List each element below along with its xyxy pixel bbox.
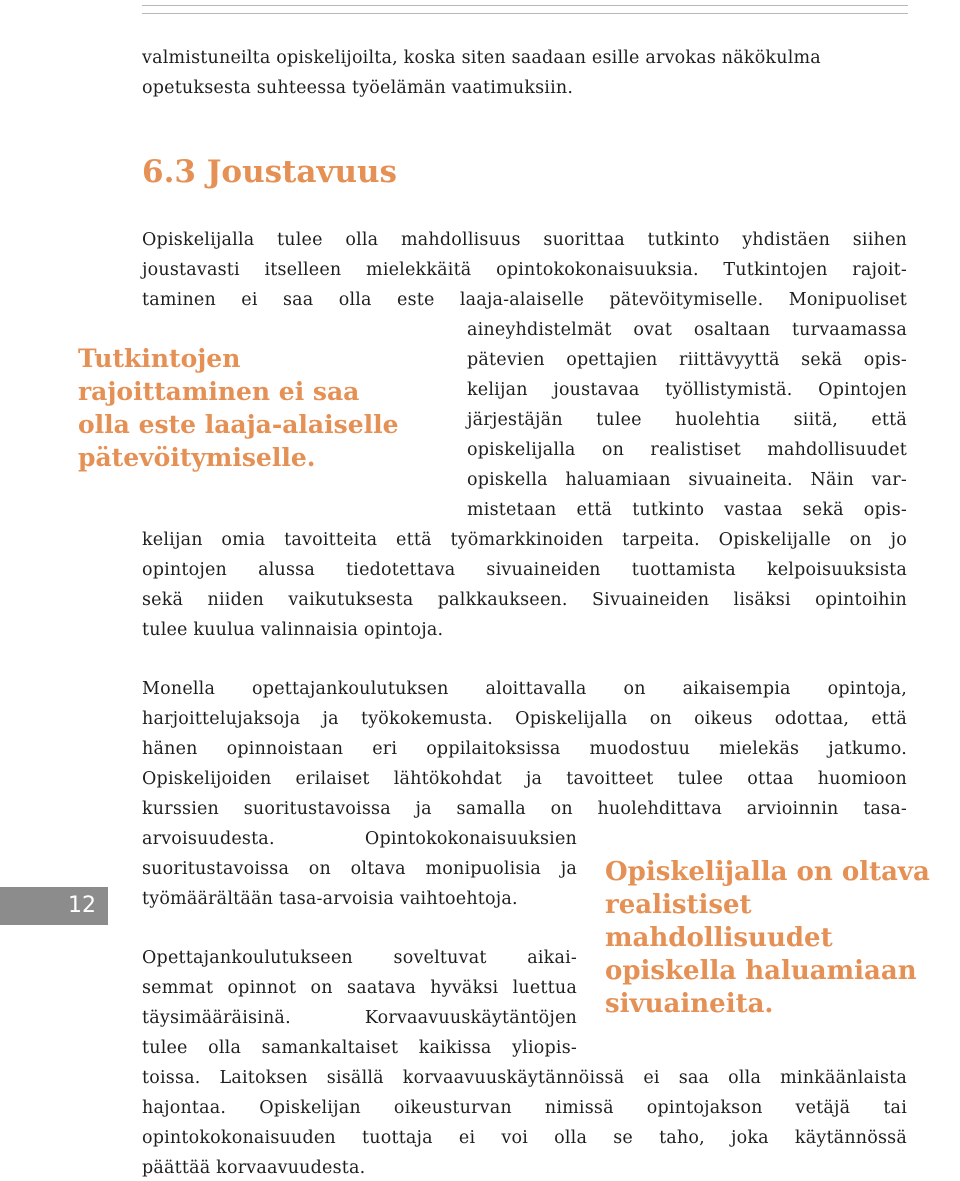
text-line: tulee olla samankaltaiset kaikissa yliopis- [142,1038,577,1058]
pull-quote-line: rajoittaminen ei saa [78,377,360,406]
text-line: tulee kuulua valinnaisia opintoja. [142,620,444,640]
intro-line: valmistuneilta opiskelijoilta, koska siten saadaan esille arvokas näkökulma [142,48,821,68]
pull-quote-line: Opiskelijalla on oltava [605,857,930,887]
text-line: kurssien suoritustavoissa ja samalla on huolehdittava arvioinnin tasa- [142,799,907,819]
pull-quote-line: pätevöitymiselle. [78,443,316,472]
pull-quote-line: sivuaineita. [605,989,774,1019]
text-line: opintokokonaisuuden tuottaja ei voi olla se taho, joka käytännössä [142,1128,907,1148]
pull-quote-1 [78,342,399,474]
pull-quote-2 [605,856,930,1021]
pull-quote-line: Tutkintojen [78,344,241,373]
text-line: arvoisuudesta. Opintokokonaisuuksien [142,829,577,849]
text-line: joustavasti itselleen mielekkäitä opintokokonaisuuksia. Tutkintojen rajoit- [142,260,907,280]
header-rule-bottom [142,13,908,14]
text-line: aineyhdistelmät ovat osaltaan turvaamassa [467,320,907,340]
text-line: sekä niiden vaikutuksesta palkkaukseen. Sivuaineiden lisäksi opintoihin [142,590,907,610]
text-line: toissa. Laitoksen sisällä korvaavuuskäytännöissä ei saa olla minkäänlaista [142,1068,907,1088]
text-line: mistetaan että tutkinto vastaa sekä opis- [467,500,907,520]
text-line: järjestäjän tulee huolehtia siitä, että [467,410,907,430]
text-line: työmäärältään tasa-arvoisia vaihtoehtoja. [142,889,518,909]
pull-quote-line: opiskella haluamiaan [605,956,917,986]
text-line: suoritustavoissa on oltava monipuolisia ja [142,859,577,879]
pull-quote-line: mahdollisuudet [605,923,833,953]
text-line: harjoittelujaksoja ja työkokemusta. Opiskelijalla on oikeus odottaa, että [142,709,907,729]
text-line: päättää korvaavuudesta. [142,1158,366,1178]
text-line: opintojen alussa tiedotettava sivuaineiden tuottamista kelpoisuuksista [142,560,907,580]
section-heading: 6.3 Joustavuus [142,154,398,190]
pull-quote-line: realistiset [605,890,752,920]
page-number-bar [0,887,108,925]
text-line: Opiskelijalla tulee olla mahdollisuus suorittaa tutkinto yhdistäen siihen [142,230,907,250]
text-line: kelijan omia tavoitteita että työmarkkinoiden tarpeita. Opiskelijalle on jo [142,530,907,550]
text-line: Monella opettajankoulutuksen aloittavalla on aikaisempia opintoja, [142,679,907,699]
text-line: Opiskelijoiden erilaiset lähtökohdat ja tavoitteet tulee ottaa huomioon [142,769,907,789]
text-line: hajontaa. Opiskelijan oikeusturvan nimissä opintojakson vetäjä tai [142,1098,907,1118]
text-line: kelijan joustavaa työllistymistä. Opintojen [467,380,907,400]
text-line: opiskelijalla on realistiset mahdollisuudet [467,440,907,460]
pull-quote-line: olla este laaja-alaiselle [78,410,399,439]
text-line: pätevien opettajien riittävyyttä sekä opis- [467,350,907,370]
text-line: hänen opinnoistaan eri oppilaitoksissa muodostuu mielekäs jatkumo. [142,739,907,759]
text-line: semmat opinnot on saatava hyväksi luettua [142,978,577,998]
page-number: 12 [68,893,96,918]
intro-line: opetuksesta suhteessa työelämän vaatimuksiin. [142,78,574,98]
text-line: täysimääräisinä. Korvaavuuskäytäntöjen [142,1008,577,1028]
header-rule-top [142,5,908,6]
text-line: opiskella haluamiaan sivuaineita. Näin var- [467,470,907,490]
text-line: Opettajankoulutukseen soveltuvat aikai- [142,948,577,968]
text-line: taminen ei saa olla este laaja-alaiselle pätevöitymiselle. Monipuoliset [142,290,907,310]
